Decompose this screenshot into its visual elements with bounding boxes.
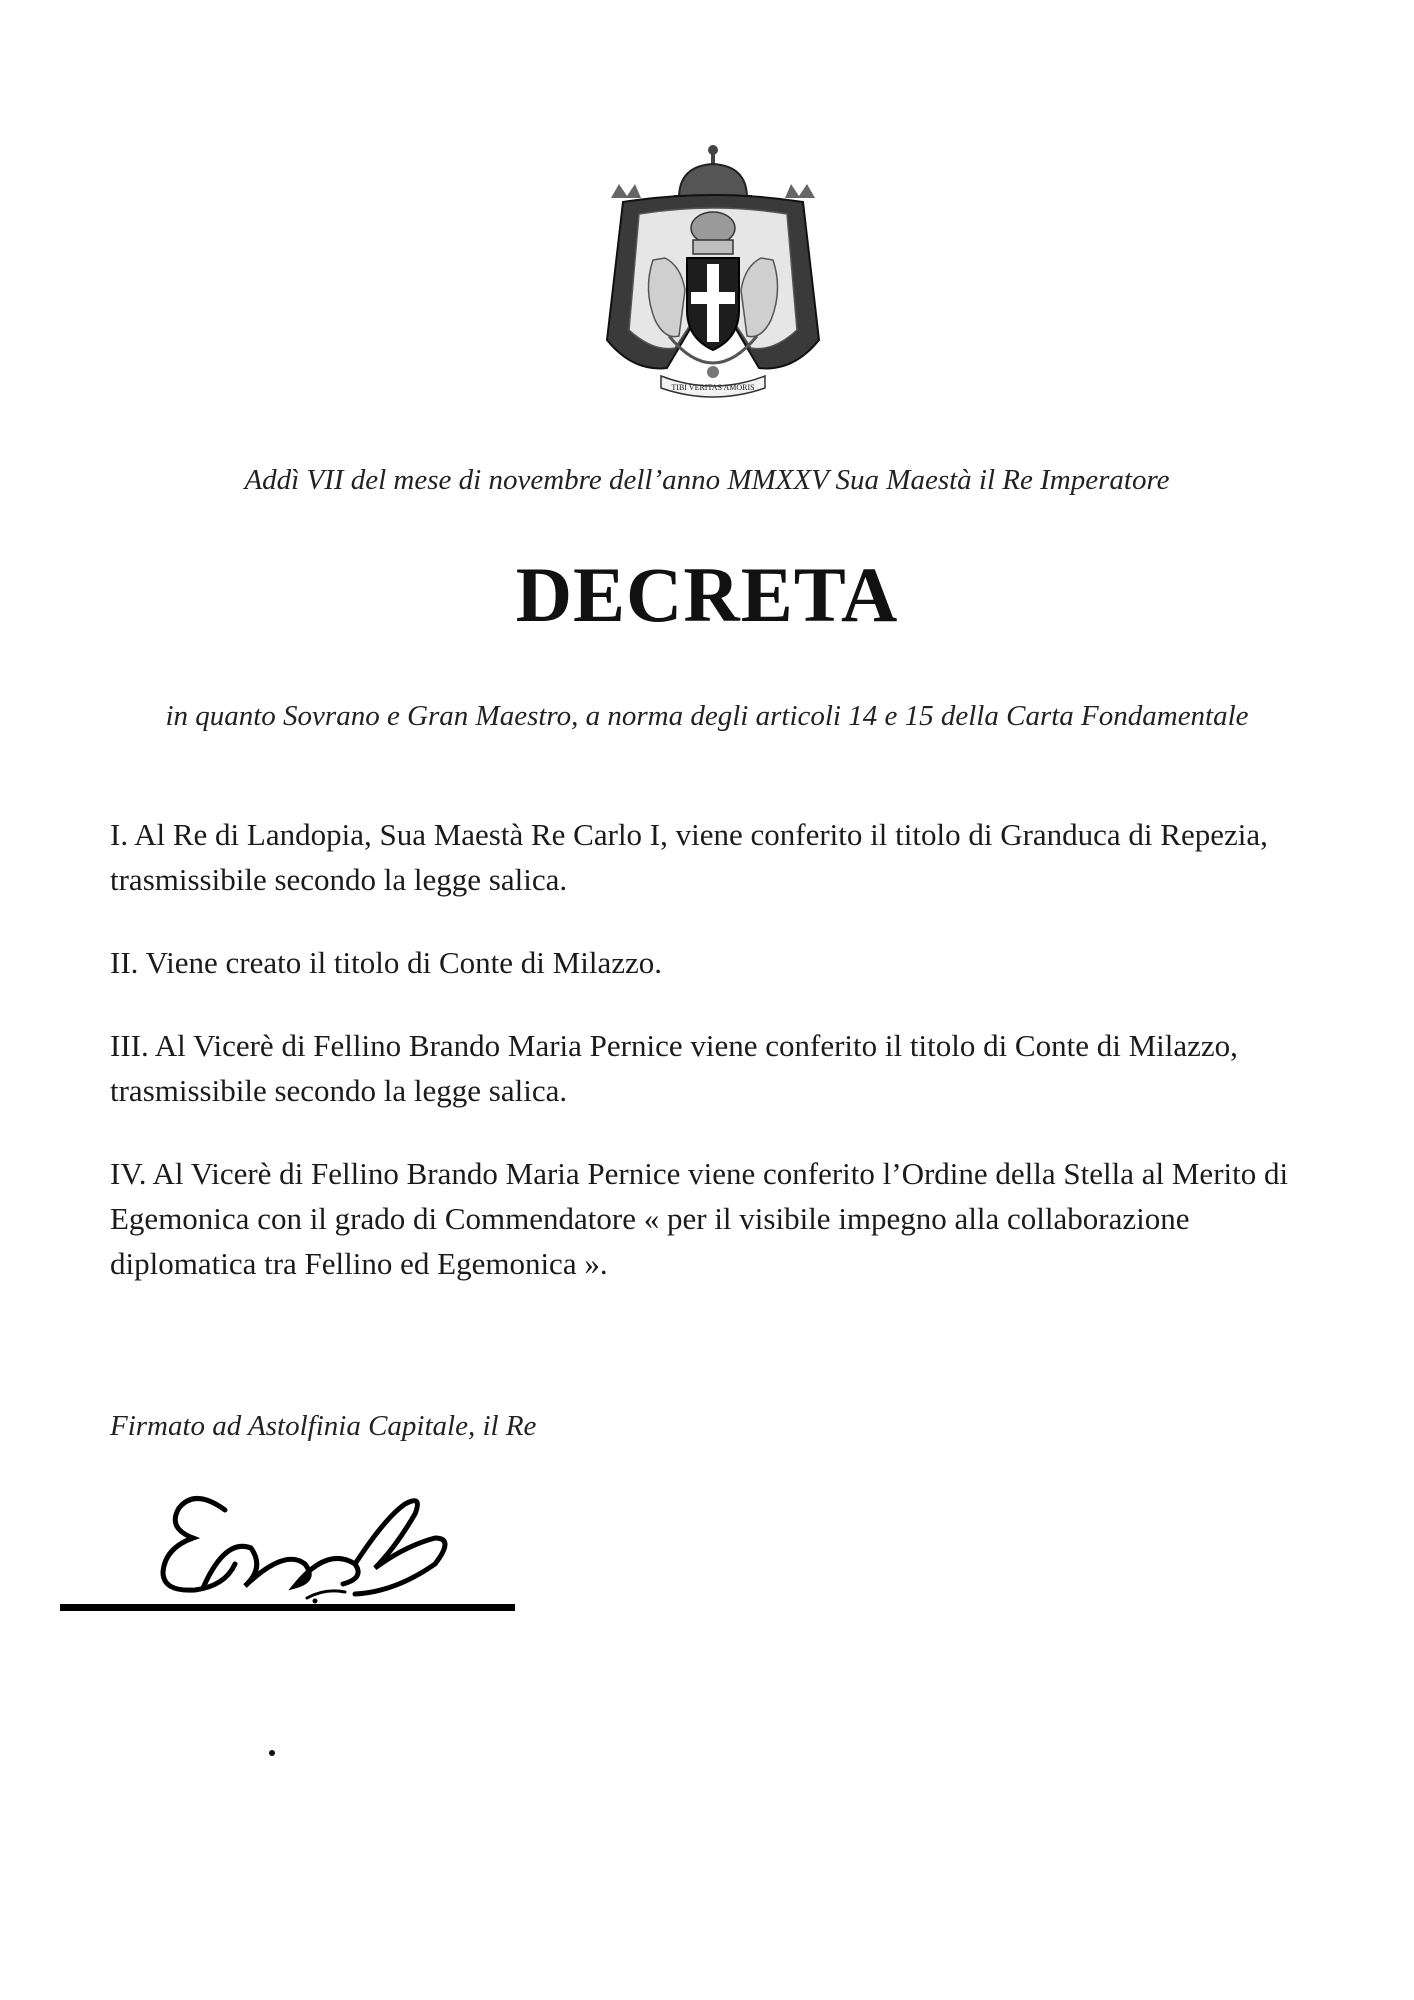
handwritten-signature-icon [55,1468,535,1628]
article-4: IV. Al Vicerè di Fellino Brando Maria Pernice viene conferito l’Ordine della Stella al Merito di Egemonica con il grado di Commendatore « per il visibile impegno alla collaborazione diplomatica tra Fellino ed Egemonica ». [110,1156,1289,1281]
articles-list [110,812,1330,1324]
royal-coat-of-arms-icon [583,140,843,400]
article-3: III. Al Vicerè di Fellino Brando Maria Pernice viene conferito il titolo di Conte di Milazzo, trasmissibile secondo la legge salica. [110,1028,1238,1108]
signing-line: Firmato ad Astolfinia Capitale, il Re [110,1410,537,1442]
article-1: I. Al Re di Landopia, Sua Maestà Re Carlo I, viene conferito il titolo di Granduca di Repezia, trasmissibile secondo la legge salica. [110,817,1268,897]
motto-text: TIBI VERITAS AMORIS [671,383,755,392]
article-2: II. Viene creato il titolo di Conte di Milazzo. [110,945,662,980]
decree-intro: Addì VII del mese di novembre dell’anno MMXXV Sua Maestà il Re Imperatore [244,464,1170,496]
ink-dot [269,1750,275,1756]
decree-title: DECRETA [515,551,899,638]
decree-subtitle: in quanto Sovrano e Gran Maestro, a norma degli articoli 14 e 15 della Carta Fondamentale [165,700,1249,732]
